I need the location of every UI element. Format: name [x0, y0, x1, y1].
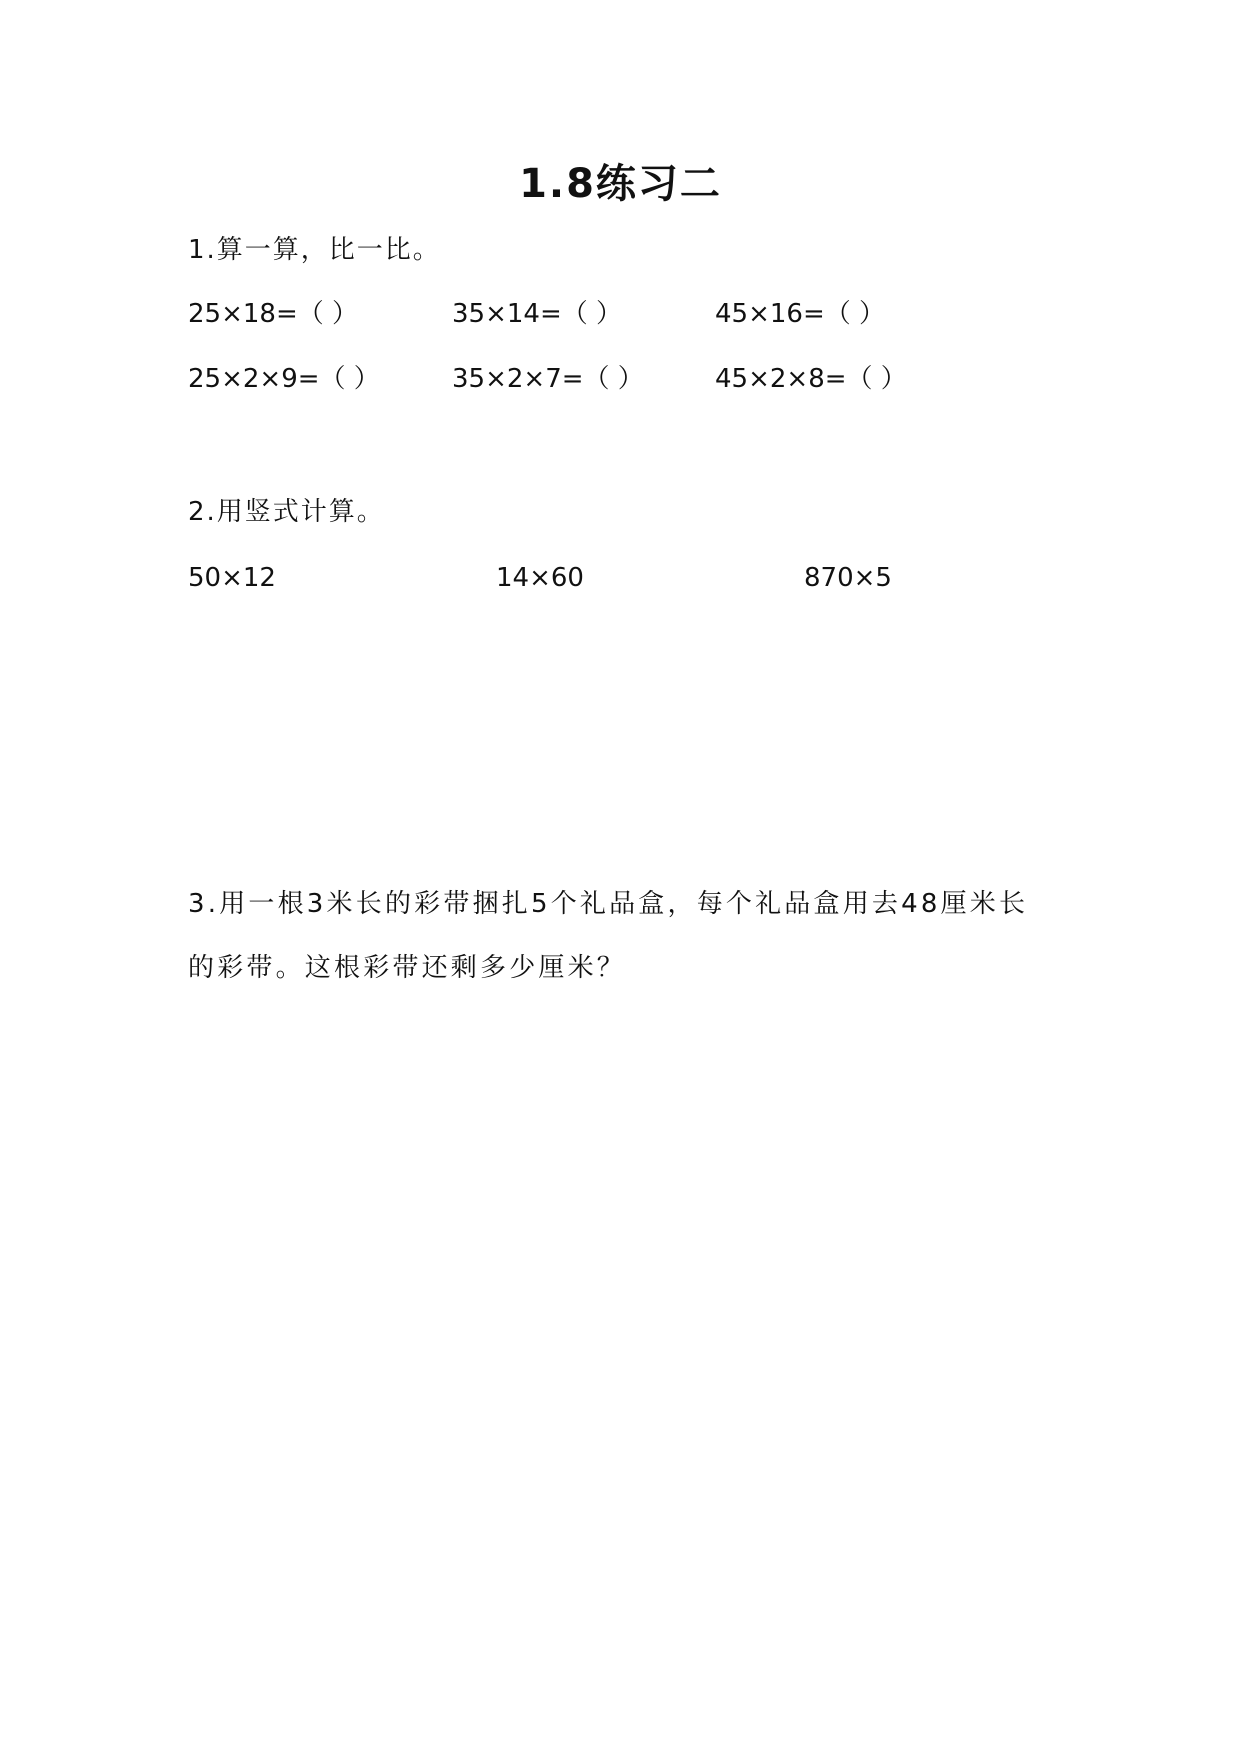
q1-expression: 45×16=（ ）	[715, 299, 886, 329]
q1-expression: 25×18=（ ）	[188, 299, 359, 329]
question-2-heading: 2.用竖式计算。	[188, 497, 385, 527]
page-title: 1.8练习二	[519, 161, 722, 207]
question-3-text-line-1: 3.用一根3米长的彩带捆扎5个礼品盒，每个礼品盒用去48厘米长	[188, 889, 1029, 919]
q2-problem: 14×60	[496, 563, 584, 593]
q1-expression: 45×2×8=（ ）	[715, 364, 907, 394]
q1-expression: 35×14=（ ）	[452, 299, 623, 329]
q1-expression: 35×2×7=（ ）	[452, 364, 644, 394]
q1-expression: 25×2×9=（ ）	[188, 364, 380, 394]
question-1-heading: 1.算一算，比一比。	[188, 235, 441, 265]
q2-problem: 870×5	[804, 563, 892, 593]
question-3-text-line-2: 的彩带。这根彩带还剩多少厘米？	[188, 953, 627, 983]
q2-problem: 50×12	[188, 563, 276, 593]
